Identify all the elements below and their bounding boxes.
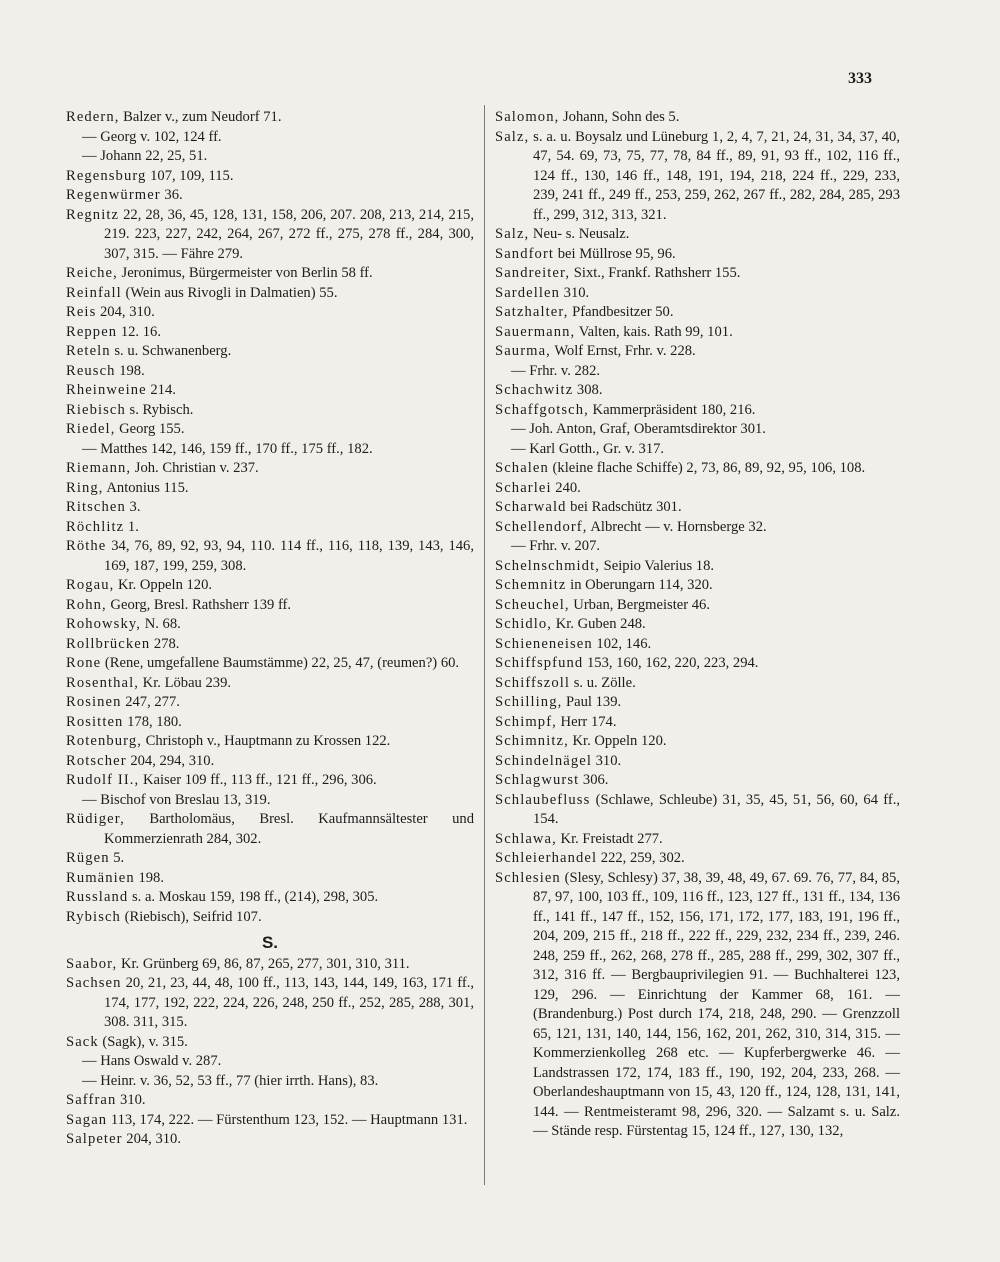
entry-references: 107, 109, 115. xyxy=(146,167,234,184)
entry-keyword: Rüdiger, xyxy=(66,811,125,827)
entry-keyword: Salz, xyxy=(495,226,530,242)
entry-references: Urban, Bergmeister 46. xyxy=(569,596,710,613)
entry-references: 278. xyxy=(150,635,180,652)
index-entry xyxy=(66,498,474,518)
entry-references: Georg, Bresl. Rathsherr 139 ff. xyxy=(106,596,292,613)
index-entry xyxy=(66,206,474,265)
entry-references: 34, 76, 89, 92, 93, 94, 110. 114 ff., 116, 118, 139, 143, 146, 169, 187, 199, 259, 308. xyxy=(104,538,474,574)
entry-references: 204, 310. xyxy=(96,304,155,320)
entry-references: 113, 174, 222. — Fürstenthum 123, 152. — Hauptmann 131. xyxy=(107,1111,468,1128)
entry-keyword: Schiffszoll xyxy=(495,674,571,691)
index-subentry: — Matthes 142, 146, 159 ff., 170 ff., 175 ff., 182. xyxy=(82,440,373,457)
entry-references: Sixt., Frankf. Rathsherr 155. xyxy=(570,265,741,281)
entry-references: Kr. Guben 248. xyxy=(552,616,646,632)
index-entry xyxy=(66,264,474,284)
index-entry xyxy=(495,596,900,616)
entry-references: Pfandbesitzer 50. xyxy=(568,304,674,320)
index-entry xyxy=(495,693,900,713)
entry-keyword: Röchlitz xyxy=(66,518,125,535)
entry-keyword: Salomon, xyxy=(495,109,560,125)
entry-keyword: Schimnitz, xyxy=(495,733,569,749)
entry-references: Johann, Sohn des 5. xyxy=(559,109,680,125)
entry-keyword: Rositten xyxy=(66,713,124,730)
column-divider xyxy=(484,105,485,1185)
index-entry xyxy=(495,342,900,362)
entry-keyword: Schindelnägel xyxy=(495,752,592,769)
entry-references: (Slesy, Schlesy) 37, 38, 39, 48, 49, 67. 69. 76, 77, 84, 85, 87, 97, 100, 103 ff., 109, 116 ff., 123, 127 ff., 131 ff., 134, 136 ff., 141 ff., 147 ff., 152, 156, 171, 172, 177, 183, 191, 196 ff., 204, 209, 215 ff., 218 ff., 222 ff., 229, 232, 234 ff., 239, 246. 248, 259 ff., 262, 268, 278 ff., 285, 288 ff., 299, 302, 307 ff., 312, 316 ff. — Bergbauprivilegien 91. — Buchhalterei 123, 129, 296. — Einrichtung der Kammer 68, 161. — (Brandenburg.) Post durch 174, 218, 248, 290. — Grenzzoll 65, 121, 131, 140, 144, 156, 162, 201, 262, 310, 314, 315. — Kommerzienkolleg 268 etc. — Kupferbergwerke 46. — Landstrassen 172, 174, 183 ff., 190, 192, 204, 233, 268. — Oberlandeshauptmann von 15, 43, 120 ff., 124, 128, 131, 141, 144. — Rentmeisteramt 98, 296, 320. — Salzamt s. u. Salz. — Stände resp. Fürstentag 15, 124 ff., 127, 130, 132, xyxy=(533,869,900,1139)
entry-keyword: Rohowsky, xyxy=(66,616,142,632)
index-entry xyxy=(66,576,474,596)
entry-keyword: Sandfort xyxy=(495,245,555,262)
entry-keyword: Schidlo, xyxy=(495,616,553,632)
entry-references: 247, 277. xyxy=(121,694,180,710)
entry-keyword: Reteln xyxy=(66,343,111,359)
entry-keyword: Rone xyxy=(66,655,102,671)
entry-keyword: Rudolf II., xyxy=(66,772,140,788)
entry-references: Wolf Ernst, Frhr. v. 228. xyxy=(550,343,696,359)
entry-references: s. u. Schwanenberg. xyxy=(110,343,232,359)
entry-keyword: Riedel, xyxy=(66,421,116,437)
entry-keyword: Rybisch xyxy=(66,908,121,925)
entry-keyword: Schlesien xyxy=(495,869,561,886)
entry-keyword: Rosenthal, xyxy=(66,674,140,691)
entry-references: 12. 16. xyxy=(117,323,161,340)
entry-references: 178, 180. xyxy=(123,713,182,730)
entry-keyword: Schleierhandel xyxy=(495,850,598,866)
index-entry xyxy=(66,771,474,791)
entry-references: Christoph v., Hauptmann zu Krossen 122. xyxy=(142,733,391,749)
entry-references: s. a. Moskau 159, 198 ff., (214), 298, 305. xyxy=(128,889,379,905)
index-entry xyxy=(66,596,474,616)
entry-keyword: Sauermann, xyxy=(495,323,576,340)
entry-keyword: Schlagwurst xyxy=(495,772,580,788)
index-entry xyxy=(495,635,900,655)
index-entry xyxy=(66,518,474,538)
index-subentry: — Karl Gotth., Gr. v. 317. xyxy=(511,440,665,457)
entry-references: 198. xyxy=(134,869,164,886)
entry-references: (Riebisch), Seifrid 107. xyxy=(120,908,262,925)
entry-references: Kr. Löbau 239. xyxy=(139,674,232,691)
index-entry xyxy=(66,974,474,1033)
index-entry xyxy=(66,1111,474,1131)
entry-references: (Schlawe, Schleube) 31, 35, 45, 51, 56, 60, 64 ff., 154. xyxy=(533,791,900,827)
entry-keyword: Schellendorf, xyxy=(495,518,588,535)
index-entry xyxy=(66,1091,474,1111)
entry-references: Kaiser 109 ff., 113 ff., 121 ff., 296, 306. xyxy=(139,772,377,788)
index-entry xyxy=(66,955,474,975)
entry-keyword: Schlawa, xyxy=(495,830,557,847)
index-entry xyxy=(66,888,474,908)
index-entry xyxy=(66,693,474,713)
entry-references: 222, 259, 302. xyxy=(597,850,685,866)
index-entry xyxy=(495,459,900,479)
entry-keyword: Satzhalter, xyxy=(495,304,569,320)
entry-references: 308. xyxy=(573,382,603,398)
index-entry xyxy=(495,245,900,265)
entry-keyword: Saurma, xyxy=(495,343,551,359)
index-subentry: — Frhr. v. 282. xyxy=(511,362,601,379)
entry-references: 102, 146. xyxy=(592,635,652,652)
entry-references: 36. xyxy=(160,187,183,203)
index-entry xyxy=(495,264,900,284)
page-number: 333 xyxy=(848,70,872,87)
entry-keyword: Rumänien xyxy=(66,869,135,886)
entry-keyword: Sachsen xyxy=(66,975,122,991)
index-entry xyxy=(495,498,900,518)
index-entry xyxy=(66,615,474,635)
entry-references: bei Radschütz 301. xyxy=(566,499,682,515)
index-entry xyxy=(495,128,900,226)
entry-keyword: Scheuchel, xyxy=(495,596,570,613)
index-entry xyxy=(66,635,474,655)
entry-references: in Oberungarn 114, 320. xyxy=(566,577,713,593)
entry-references: Kammerpräsident 180, 216. xyxy=(588,401,756,418)
entry-references: 5. xyxy=(109,850,125,866)
entry-keyword: Ring, xyxy=(66,479,104,496)
entry-references: 153, 160, 162, 220, 223, 294. xyxy=(583,655,759,671)
entry-references: Neu- s. Neusalz. xyxy=(529,226,630,242)
entry-references: bei Müllrose 95, 96. xyxy=(554,245,676,262)
index-entry xyxy=(66,342,474,362)
index-entry xyxy=(66,654,474,674)
entry-keyword: Salz, xyxy=(495,128,530,145)
entry-references: (Sagk), v. 315. xyxy=(98,1033,188,1050)
entry-keyword: Rohn, xyxy=(66,596,107,613)
entry-keyword: Reinfall xyxy=(66,284,122,301)
entry-keyword: Schachwitz xyxy=(495,382,574,398)
entry-references: 240. xyxy=(551,479,581,496)
index-entry xyxy=(66,1033,474,1053)
index-entry xyxy=(66,908,474,928)
entry-references: 204, 294, 310. xyxy=(126,752,215,769)
entry-references: s. u. Zölle. xyxy=(570,674,636,691)
index-entry xyxy=(66,401,474,421)
index-entry xyxy=(66,284,474,304)
index-entry xyxy=(495,479,900,499)
entry-keyword: Scharwald xyxy=(495,499,567,515)
index-entry xyxy=(66,323,474,343)
index-entry xyxy=(66,1130,474,1150)
entry-references: Joh. Christian v. 237. xyxy=(131,460,259,476)
index-entry xyxy=(495,869,900,1142)
index-entry xyxy=(66,459,474,479)
entry-references: Paul 139. xyxy=(562,694,622,710)
entry-keyword: Röthe xyxy=(66,538,107,554)
entry-keyword: Schiffspfund xyxy=(495,655,584,671)
index-entry xyxy=(66,732,474,752)
index-entry xyxy=(66,108,474,128)
right-column xyxy=(495,108,900,1142)
entry-references: N. 68. xyxy=(141,616,181,632)
entry-keyword: Schieneneisen xyxy=(495,635,593,652)
entry-references: Balzer v., zum Neudorf 71. xyxy=(119,109,282,125)
index-entry xyxy=(495,752,900,772)
index-entry xyxy=(495,771,900,791)
entry-keyword: Reis xyxy=(66,304,97,320)
index-entry xyxy=(66,381,474,401)
index-subentry: — Georg v. 102, 124 ff. xyxy=(82,128,222,145)
entry-keyword: Rheinweine xyxy=(66,382,147,398)
index-subentry: — Johann 22, 25, 51. xyxy=(82,148,208,164)
entry-keyword: Regensburg xyxy=(66,167,147,184)
entry-references: Herr 174. xyxy=(556,713,617,730)
entry-keyword: Salpeter xyxy=(66,1131,123,1147)
index-entry xyxy=(66,537,474,576)
entry-references: (Wein aus Rivogli in Dalmatien) 55. xyxy=(121,284,338,301)
index-entry xyxy=(495,849,900,869)
entry-keyword: Regnitz xyxy=(66,206,120,223)
index-entry xyxy=(66,362,474,382)
index-entry xyxy=(495,654,900,674)
entry-references: 198. xyxy=(115,362,145,379)
index-entry xyxy=(495,323,900,343)
index-entry xyxy=(495,791,900,830)
entry-references: 310. xyxy=(116,1092,146,1108)
entry-references: Jeronimus, Bürgermeister von Berlin 58 ff. xyxy=(117,265,373,281)
entry-keyword: Saffran xyxy=(66,1092,117,1108)
entry-references: s. a. u. Boysalz und Lüneburg 1, 2, 4, 7, 21, 24, 31, 34, 37, 40, 47, 54. 69, 73, 75, 77, 78, 84 ff., 89, 91, 93 ff., 102, 116 ff., 124 ff., 130, 146 ff., 148, 191, 194, 218, 224 ff., 229, 233, 239, 241 ff., 249 ff., 253, 259, 262, 267 ff., 282, 284, 285, 293 ff., 299, 312, 313, 321. xyxy=(529,128,900,223)
entry-keyword: Schimpf, xyxy=(495,713,557,730)
entry-keyword: Riebisch xyxy=(66,401,126,418)
entry-keyword: Rügen xyxy=(66,850,110,866)
entry-keyword: Ritschen xyxy=(66,499,126,515)
entry-keyword: Reusch xyxy=(66,362,116,379)
index-entry xyxy=(66,479,474,499)
index-entry xyxy=(495,108,900,128)
entry-keyword: Riemann, xyxy=(66,460,132,476)
index-entry xyxy=(495,830,900,850)
index-entry xyxy=(495,225,900,245)
index-entry xyxy=(66,186,474,206)
index-entry xyxy=(495,732,900,752)
index-entry xyxy=(66,420,474,440)
index-entry xyxy=(495,401,900,421)
section-heading: S. xyxy=(261,933,279,952)
entry-keyword: Schilling, xyxy=(495,694,563,710)
index-subentry: — Frhr. v. 207. xyxy=(511,538,601,554)
entry-references: Valten, kais. Rath 99, 101. xyxy=(575,323,733,340)
entry-references: Kr. Grünberg 69, 86, 87, 265, 277, 301, 310, 311. xyxy=(117,955,410,972)
entry-references: 22, 28, 36, 45, 128, 131, 158, 206, 207. 208, 213, 214, 215, 219. 223, 227, 242, 264, 267, 272 ff., 275, 278 ff., 284, 300, 307, 315. — Fähre 279. xyxy=(104,206,474,262)
index-subentry: — Joh. Anton, Graf, Oberamtsdirektor 301. xyxy=(511,421,766,437)
left-column xyxy=(66,108,474,1150)
index-subentry: — Bischof von Breslau 13, 319. xyxy=(82,791,271,808)
index-entry xyxy=(495,615,900,635)
entry-references: 3. xyxy=(125,499,141,515)
entry-keyword: Schalen xyxy=(495,460,549,476)
index-entry xyxy=(495,674,900,694)
entry-keyword: Reiche, xyxy=(66,265,118,281)
index-entry xyxy=(495,557,900,577)
entry-keyword: Sack xyxy=(66,1033,99,1050)
entry-references: Georg 155. xyxy=(115,421,185,437)
entry-references: Seipio Valerius 18. xyxy=(599,557,715,574)
index-entry xyxy=(495,518,900,538)
entry-keyword: Rollbrücken xyxy=(66,635,151,652)
entry-keyword: Rogau, xyxy=(66,577,115,593)
entry-keyword: Reppen xyxy=(66,323,118,340)
entry-references: s. Rybisch. xyxy=(125,401,194,418)
index-entry xyxy=(66,167,474,187)
entry-keyword: Rotenburg, xyxy=(66,733,142,749)
entry-keyword: Sardellen xyxy=(495,284,561,301)
index-entry xyxy=(495,381,900,401)
entry-keyword: Schemnitz xyxy=(495,577,567,593)
entry-keyword: Sandreiter, xyxy=(495,265,571,281)
entry-references: 204, 310. xyxy=(122,1131,181,1147)
entry-references: 214. xyxy=(146,382,176,398)
entry-keyword: Sagan xyxy=(66,1111,108,1128)
index-entry xyxy=(495,284,900,304)
entry-keyword: Rosinen xyxy=(66,694,122,710)
entry-references: Kr. Oppeln 120. xyxy=(568,733,667,749)
entry-references: Bartholomäus, Bresl. Kaufmannsältester und Kommerzienrath 284, 302. xyxy=(104,811,474,847)
entry-references: 310. xyxy=(591,752,622,769)
entry-keyword: Scharlei xyxy=(495,479,552,496)
index-entry xyxy=(495,303,900,323)
index-entry xyxy=(66,713,474,733)
entry-references: 20, 21, 23, 44, 48, 100 ff., 113, 143, 144, 149, 163, 171 ff., 174, 177, 192, 222, 224, 226, 248, 250 ff., 252, 285, 288, 301, 308. 311, 315. xyxy=(104,975,474,1030)
entry-references: 1. xyxy=(124,518,139,535)
index-entry xyxy=(66,674,474,694)
entry-references: (kleine flache Schiffe) 2, 73, 86, 89, 92, 95, 106, 108. xyxy=(548,460,866,476)
entry-keyword: Schlaubefluss xyxy=(495,791,591,808)
index-entry xyxy=(495,576,900,596)
index-entry xyxy=(66,752,474,772)
entry-keyword: Schaffgotsch, xyxy=(495,401,589,418)
index-entry xyxy=(66,849,474,869)
index-entry xyxy=(495,713,900,733)
entry-keyword: Redern, xyxy=(66,109,120,125)
index-entry xyxy=(66,810,474,849)
entry-keyword: Schelnschmidt, xyxy=(495,557,600,574)
entry-references: Kr. Oppeln 120. xyxy=(114,577,213,593)
index-entry xyxy=(66,303,474,323)
entry-references: Kr. Freistadt 277. xyxy=(556,830,663,847)
entry-references: Antonius 115. xyxy=(103,479,189,496)
entry-references: (Rene, umgefallene Baumstämme) 22, 25, 47, (reumen?) 60. xyxy=(101,655,460,671)
index-subentry: — Hans Oswald v. 287. xyxy=(82,1053,222,1069)
entry-keyword: Regenwürmer xyxy=(66,187,161,203)
index-entry xyxy=(66,869,474,889)
entry-keyword: Rotscher xyxy=(66,752,127,769)
entry-references: 310. xyxy=(560,284,590,301)
entry-keyword: Russland xyxy=(66,889,129,905)
entry-references: 306. xyxy=(579,772,609,788)
entry-references: Albrecht — v. Hornsberge 32. xyxy=(587,518,767,535)
entry-keyword: Saabor, xyxy=(66,955,118,972)
index-subentry: — Heinr. v. 36, 52, 53 ff., 77 (hier irrth. Hans), 83. xyxy=(82,1072,379,1089)
